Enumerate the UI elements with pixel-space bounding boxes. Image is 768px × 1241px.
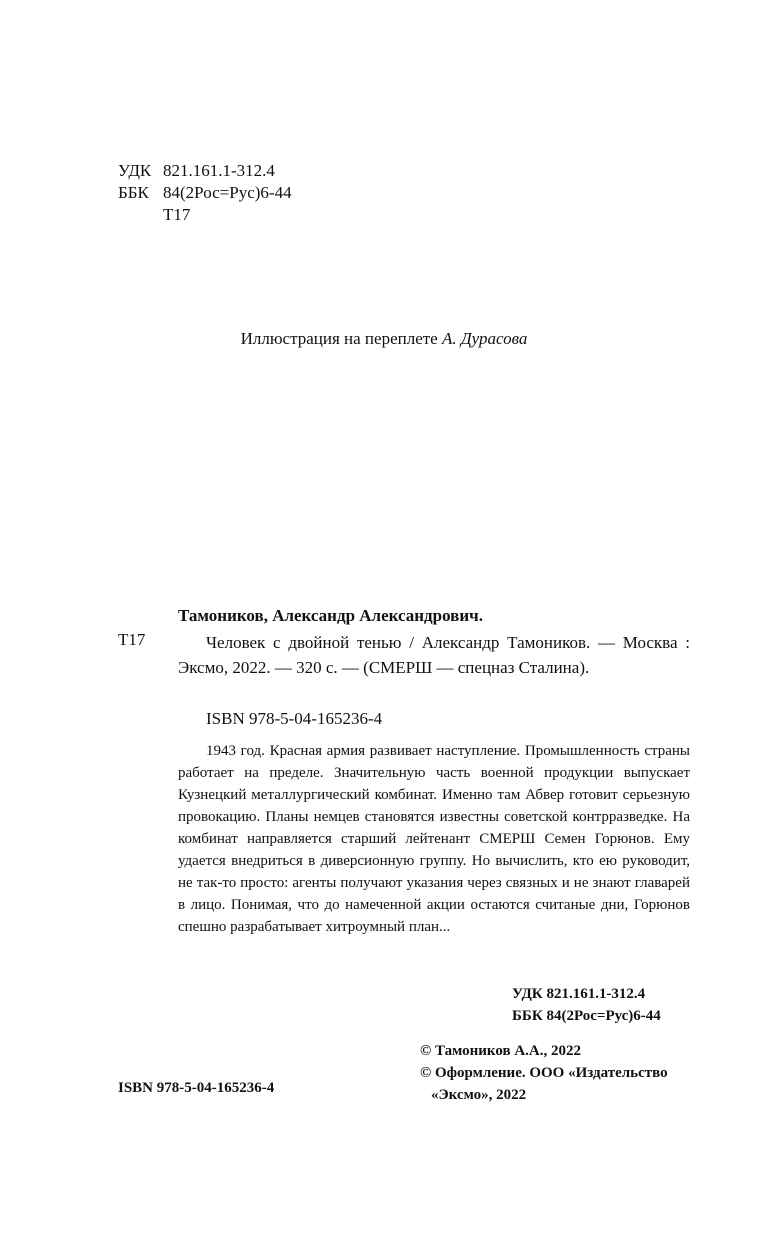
annotation: 1943 год. Красная армия развивает наступление. Промышленность страны работает на пределе. Значительную часть военной продукции выпускает Кузнецкий металлургический комбинат. Именно там Абвер готовит серьезную провокацию. Планы немцев становятся известны советской контрразведке. На комбинат направляется старший лейтенант СМЕРШ Семен Горюнов. Ему удается внедриться в диверсионную группу. Но вычислить, кто ею руководит, не так-то просто: агенты получают указания через связных и не знают главарей в лицо. Понимая, что до намеченной акции остаются считаные дни, Горюнов спешно разрабатывает хитроумный план... — [178, 743, 690, 935]
illustration-artist: А. Дурасова — [441, 329, 528, 348]
bottom-isbn: ISBN 978-5-04-165236-4 — [118, 1080, 275, 1096]
author-heading: Тамоников, Александр Александрович. — [178, 606, 483, 625]
record-author-mark: Т17 — [118, 630, 146, 649]
copyright-design: © Оформление. ООО «Издательство — [420, 1065, 668, 1081]
illustration-credit — [0, 329, 768, 349]
bbk-code-right: ББК 84(2Рос=Рус)6-44 — [512, 1008, 661, 1024]
udk-value: 821.161.1-312.4 — [163, 161, 275, 180]
classification-block — [118, 160, 292, 226]
copyright-author: © Тамоников А.А., 2022 — [420, 1043, 581, 1059]
udk-row — [118, 160, 292, 182]
bibliographic-description: Человек с двойной тенью / Александр Тамоников. — Москва : Эксмо, 2022. — 320 с. — (СМЕРШ — спецназ Сталина). — [178, 633, 690, 677]
udk-label: УДК — [118, 161, 152, 180]
illustration-text: Иллюстрация на переплете — [240, 329, 438, 348]
copyright-publisher: «Эксмо», 2022 — [431, 1087, 527, 1103]
bbk-label: ББК — [118, 183, 149, 202]
author-mark: Т17 — [163, 205, 191, 224]
bbk-value: 84(2Рос=Рус)6-44 — [163, 183, 292, 202]
udk-code-right: УДК 821.161.1-312.4 — [512, 986, 646, 1002]
bbk-row — [118, 182, 292, 204]
record-isbn: ISBN 978-5-04-165236-4 — [206, 709, 383, 728]
classification-codes-right — [512, 983, 661, 1027]
author-mark-row — [118, 204, 292, 226]
copyright-block — [420, 1040, 690, 1106]
